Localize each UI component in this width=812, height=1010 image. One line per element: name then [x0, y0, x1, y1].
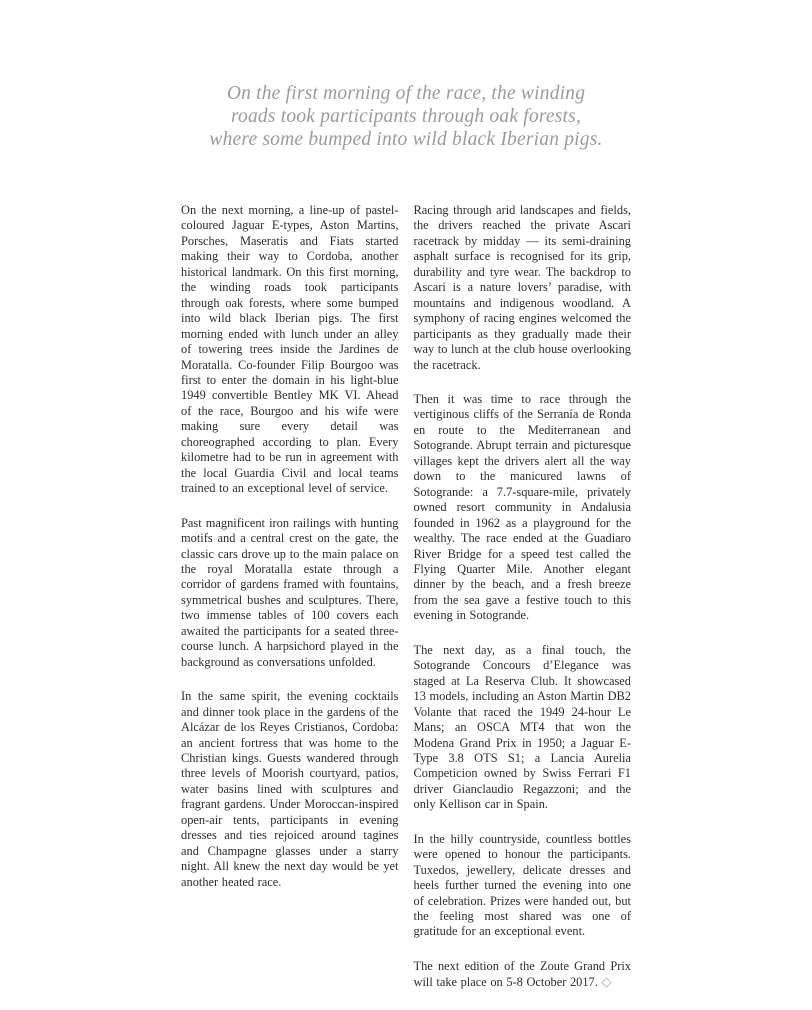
left-column — [181, 203, 399, 1010]
paragraph: Racing through arid landscapes and fields, the drivers reached the private Ascari racetrack by midday — its semi-draining asphalt surface is recognised for its grip, durability and tyre wear. The backdrop to Ascari is a nature lovers’ paradise, with mountains and indigenous woodland. A symphony of racing engines welcomed the participants as they gradually made their way to lunch at the club house overlooking the racetrack. — [413, 203, 631, 372]
paragraph: Then it was time to race through the vertiginous cliffs of the Serranía de Ronda en route to the Mediterranean and Sotogrande. Abrupt terrain and picturesque villages kept the drivers alert all the way down to the manicured lawns of Sotogrande: a 7.7-square-mile, privately owned resort community in Andalusia founded in 1962 as a playground for the wealthy. The race ended at the Guadiaro River Bridge for a speed test called the Flying Quarter Mile. Another elegant dinner by the beach, and a fresh breeze from the sea gave a festive touch to this evening in Sotogrande. — [413, 391, 631, 623]
right-column — [414, 203, 632, 1010]
article-columns — [181, 203, 631, 1010]
paragraph: In the hilly countryside, countless bottles were opened to honour the participants. Tuxedos, jewellery, delicate dresses and heels further turned the evening into one of celebration. Prizes were handed out, but the feeling most shared was one of gratitude for an exceptional event. — [413, 831, 631, 939]
end-diamond-icon: ◇ — [601, 974, 612, 990]
paragraph: The next day, as a final touch, the Sotogrande Concours d’Elegance was staged at La Reserva Club. It showcased 13 models, including an Aston Martin DB2 Volante that raced the 1949 24-hour Le Mans; an OSCA MT4 that won the Modena Grand Prix in 1950; a Jaguar E-Type 3.8 OTS S1; a Lancia Aurelia Competicion owned by Swiss Ferrari F1 driver Gianclaudio Regazzoni; and the only Kellison car in Spain. — [413, 642, 631, 812]
paragraph-text: The next edition of the Zoute Grand Prix will take place on 5-8 October 2017. — [413, 958, 631, 990]
pull-quote-line: where some bumped into wild black Iberian pigs. — [209, 129, 603, 150]
paragraph: In the same spirit, the evening cocktails and dinner took place in the gardens of the Alcázar de los Reyes Cristianos, Cordoba: an ancient fortress that was home to the Christian kings. Guests wandered through three levels of Moorish courtyard, patios, water basins lined with sculptures and fragrant gardens. Under Moroccan-inspired open-air tents, participants in evening dresses and ties rejoiced around tagines and Champagne glasses under a starry night. All knew the next day would be yet another heated race. — [181, 689, 399, 889]
paragraph: Past magnificent iron railings with hunting motifs and a central crest on the gate, the classic cars drove up to the main palace on the royal Moratalla estate through a corridor of gardens framed with fountains, symmetrical bushes and sculptures. There, two immense tables of 100 covers each awaited the participants for a seated three-course lunch. A harpsichord played in the background as conversations unfolded. — [181, 515, 399, 669]
pull-quote-line: roads took participants through oak forests, — [230, 106, 582, 127]
pull-quote-line: On the first morning of the race, the winding — [226, 83, 586, 104]
paragraph: On the next morning, a line-up of pastel-coloured Jaguar E-types, Aston Martins, Porsches, Maseratis and Fiats started making their way to Cordoba, another historical landmark. On this first morning, the winding roads took participants through oak forests, where some bumped into wild black Iberian pigs. The first morning ended with lunch under an alley of towering trees inside the Jardines de Moratalla. Co-founder Filip Bourgoo was first to enter the domain in his light-blue 1949 convertible Bentley MK VI. Ahead of the race, Bourgoo and his wife were making sure every detail was choreographed according to plan. Every kilometre had to be run in agreement with the local Guardia Civil and local teams trained to an exceptional level of service. — [181, 203, 399, 496]
pull-quote — [156, 82, 656, 151]
paragraph — [414, 959, 632, 991]
